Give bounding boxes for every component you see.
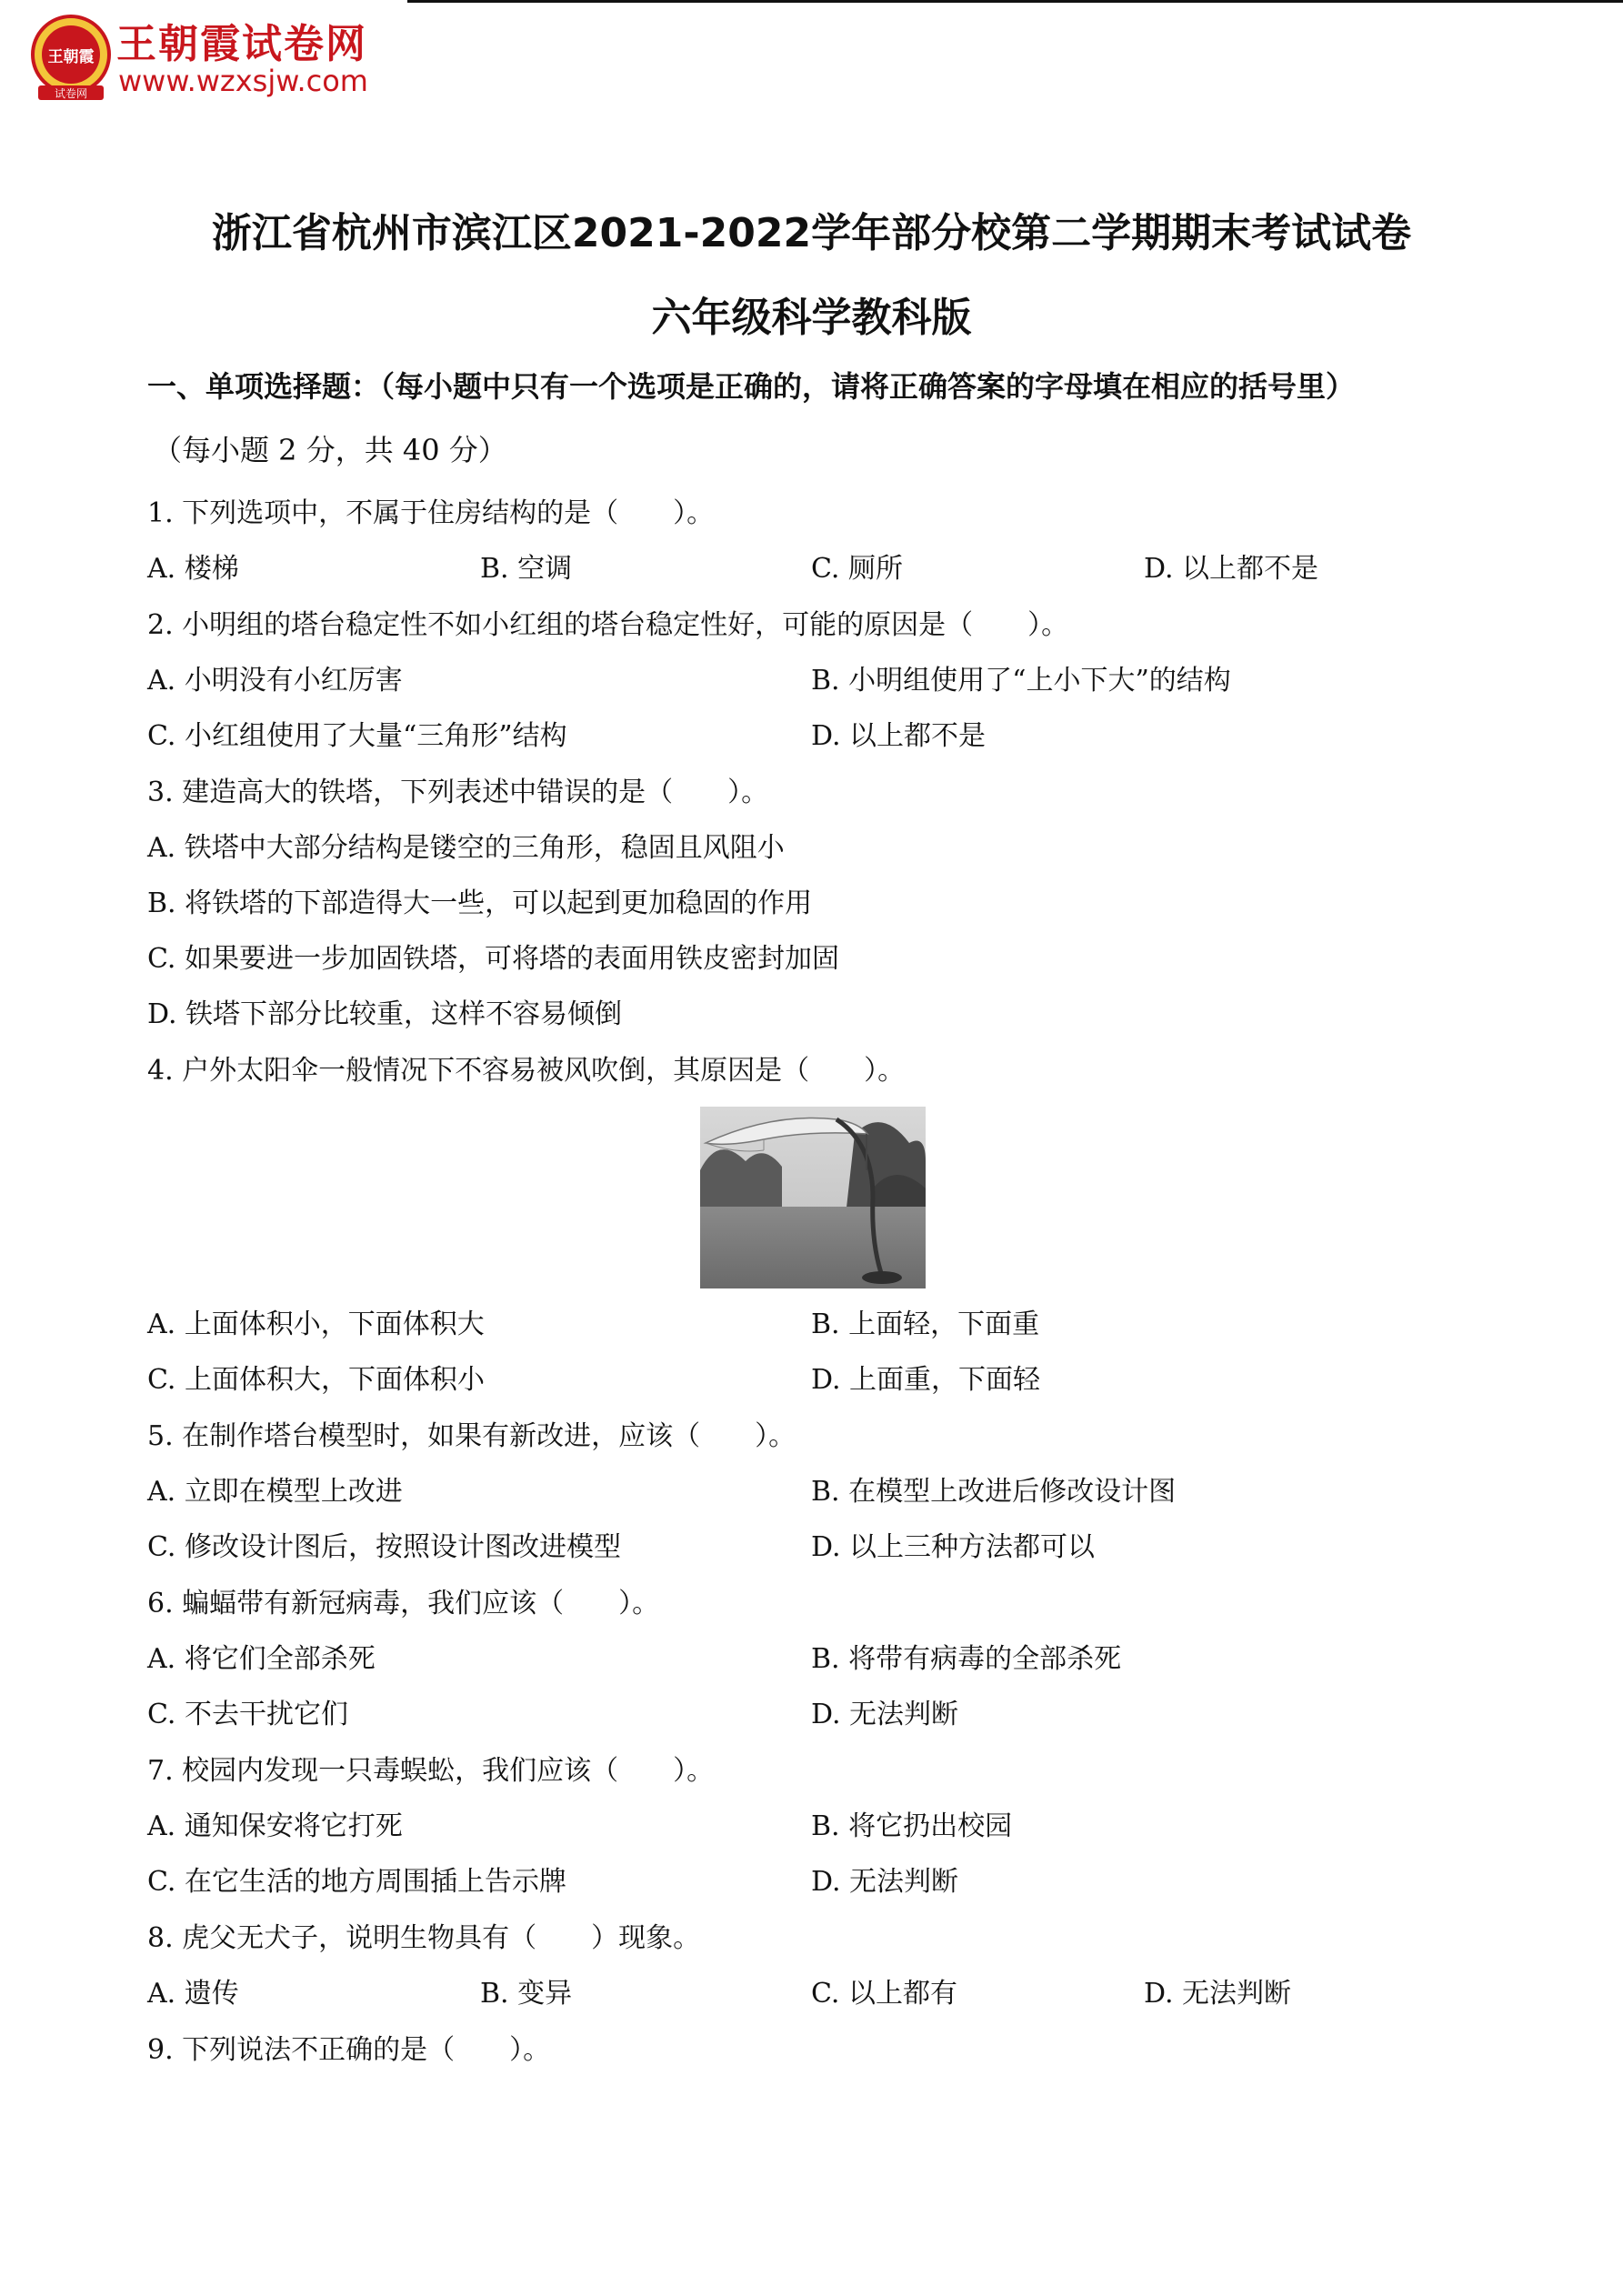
option-d: D. 无法判断 xyxy=(811,1699,959,1730)
option-a: A. 铁塔中大部分结构是镂空的三角形，稳固且风阻小 xyxy=(147,832,785,864)
option-c: C. 小红组使用了大量“三角形”结构 xyxy=(147,720,567,752)
option-b: B. 空调 xyxy=(480,553,573,585)
option-b: B. 将铁塔的下部造得大一些，可以起到更加稳固的作用 xyxy=(147,887,813,919)
section-heading: 一、单项选择题：（每小题中只有一个选项是正确的，请将正确答案的字母填在相应的括号里） xyxy=(147,369,1356,404)
option-c: C. 以上都有 xyxy=(811,1978,957,2010)
option-a: A. 楼梯 xyxy=(147,553,239,585)
question-stem: 4. 户外太阳伞一般情况下不容易被风吹倒，其原因是（ ）。 xyxy=(147,1055,906,1087)
logo-text: 王朝霞 xyxy=(47,48,95,66)
option-a: A. 上面体积小，下面体积大 xyxy=(147,1308,485,1340)
option-a: A. 遗传 xyxy=(147,1978,239,2010)
option-d: D. 上面重，下面轻 xyxy=(811,1364,1041,1396)
option-c: C. 上面体积大，下面体积小 xyxy=(147,1364,485,1396)
question-stem: 9. 下列说法不正确的是（ ）。 xyxy=(147,2034,551,2066)
option-c: C. 如果要进一步加固铁塔，可将塔的表面用铁皮密封加固 xyxy=(147,943,839,975)
section-scoring: （每小题 2 分，共 40 分） xyxy=(153,433,507,467)
page-title: 浙江省杭州市滨江区2021-2022学年部分校第二学期期末考试试卷 xyxy=(211,210,1412,256)
option-c: C. 厕所 xyxy=(811,553,903,585)
header-rule xyxy=(407,0,1623,3)
page-subtitle: 六年级科学教科版 xyxy=(651,295,972,341)
option-a: A. 将它们全部杀死 xyxy=(147,1643,376,1675)
option-d: D. 以上都不是 xyxy=(1144,553,1319,585)
question-stem: 1. 下列选项中，不属于住房结构的是（ ）。 xyxy=(147,497,715,529)
option-d: D. 无法判断 xyxy=(1144,1978,1292,2010)
option-a: A. 通知保安将它打死 xyxy=(147,1810,403,1842)
option-b: B. 变异 xyxy=(480,1978,573,2010)
logo-ribbon: 试卷网 xyxy=(54,87,88,100)
option-b: B. 将它扔出校园 xyxy=(811,1810,1013,1842)
question-stem: 8. 虎父无犬子，说明生物具有（ ）现象。 xyxy=(147,1922,701,1954)
question-stem: 3. 建造高大的铁塔，下列表述中错误的是（ ）。 xyxy=(147,777,769,808)
option-b: B. 在模型上改进后修改设计图 xyxy=(811,1476,1177,1508)
option-a: A. 小明没有小红厉害 xyxy=(147,665,403,697)
option-d: D. 以上都不是 xyxy=(811,720,987,752)
question-stem: 7. 校园内发现一只毒蜈蚣，我们应该（ ）。 xyxy=(147,1755,715,1787)
option-d: D. 无法判断 xyxy=(811,1866,959,1898)
question-stem: 2. 小明组的塔台稳定性不如小红组的塔台稳定性好，可能的原因是（ ）。 xyxy=(147,609,1069,641)
option-a: A. 立即在模型上改进 xyxy=(147,1476,403,1508)
question-stem: 6. 蝙蝠带有新冠病毒，我们应该（ ）。 xyxy=(147,1588,660,1619)
option-b: B. 上面轻，下面重 xyxy=(811,1308,1040,1340)
question-stem: 5. 在制作塔台模型时，如果有新改进，应该（ ）。 xyxy=(147,1420,796,1452)
option-c: C. 修改设计图后，按照设计图改进模型 xyxy=(147,1531,621,1563)
brand-logo xyxy=(25,13,116,104)
brand-url[interactable]: www.wzxsjw.com xyxy=(118,64,368,98)
option-b: B. 小明组使用了“上小下大”的结构 xyxy=(811,665,1231,697)
option-c: C. 在它生活的地方周围插上告示牌 xyxy=(147,1866,566,1898)
option-d: D. 以上三种方法都可以 xyxy=(811,1531,1096,1563)
option-d: D. 铁塔下部分比较重，这样不容易倾倒 xyxy=(147,998,623,1030)
option-b: B. 将带有病毒的全部杀死 xyxy=(811,1643,1122,1675)
option-c: C. 不去干扰它们 xyxy=(147,1699,348,1730)
umbrella-photo xyxy=(700,1107,926,1288)
brand-name: 王朝霞试卷网 xyxy=(116,21,367,67)
